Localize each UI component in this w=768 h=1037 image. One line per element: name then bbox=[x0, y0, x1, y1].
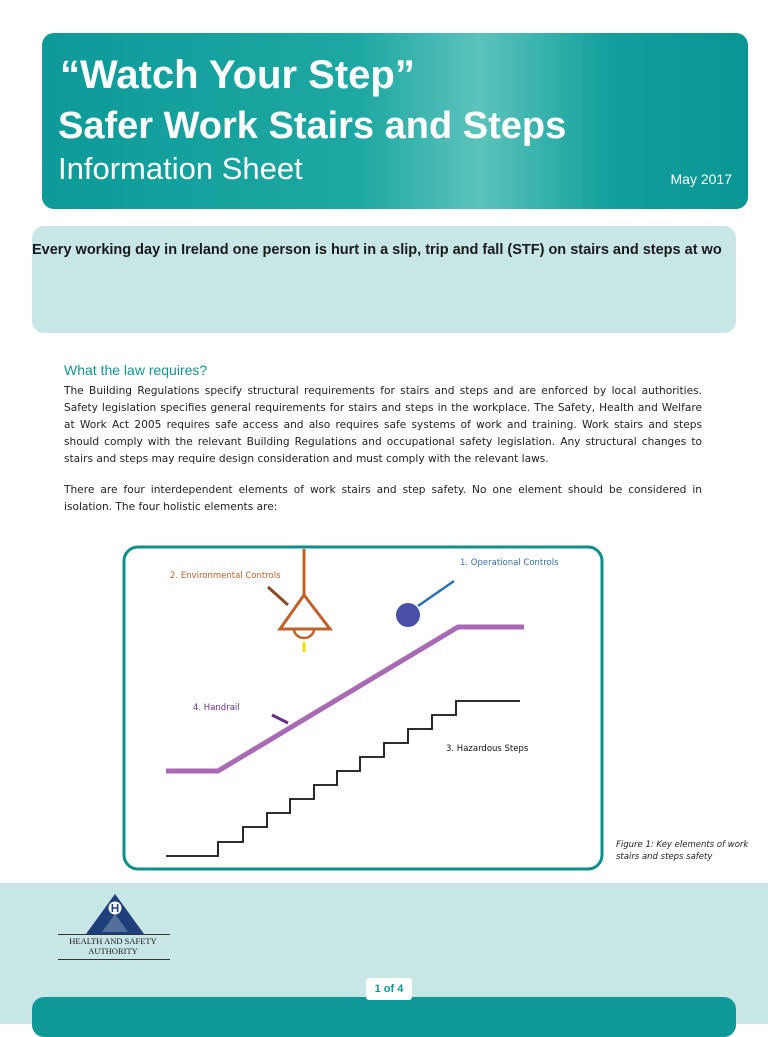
operational-pointer bbox=[418, 581, 454, 606]
operational-dot-icon bbox=[396, 603, 420, 627]
title-line-1: “Watch Your Step” bbox=[60, 53, 415, 97]
label-hazardous-steps: 3. Hazardous Steps bbox=[446, 744, 529, 754]
handrail-pointer bbox=[272, 715, 288, 723]
page-indicator: 1 of 4 bbox=[366, 978, 412, 1000]
publication-date: May 2017 bbox=[670, 171, 732, 187]
label-operational-controls: 1. Operational Controls bbox=[460, 558, 559, 568]
title-line-2: Safer Work Stairs and Steps bbox=[58, 105, 567, 147]
bottom-accent-bar bbox=[32, 997, 736, 1037]
logo-rule-bottom bbox=[58, 959, 170, 960]
title-line-3: Information Sheet bbox=[58, 151, 303, 186]
label-handrail: 4. Handrail bbox=[193, 703, 240, 713]
lamp-shade-icon bbox=[280, 595, 330, 629]
figure-caption: Figure 1: Key elements of work stairs and steps safety bbox=[616, 840, 749, 862]
logo-wordmark bbox=[56, 936, 170, 956]
section-heading-law: What the law requires? bbox=[64, 362, 208, 378]
key-elements-figure bbox=[122, 545, 604, 871]
intro-text: Every working day in Ireland one person is hurt in a slip, trip and fall (STF) on stairs and steps at wo bbox=[32, 242, 722, 258]
stairs-outline bbox=[166, 701, 520, 856]
logo-text-line-1: HEALTH AND SAFETY bbox=[69, 936, 157, 946]
law-paragraph-1: The Building Regulations specify structural requirements for stairs and steps and are enforced by local authorities. Safety legislation specifies general requirements for stairs and steps in the workplace. The Safety, Health and Welfare at Work Act 2005 requires safe access and also requires safe systems of work and training. Work stairs and steps should comply with the relevant Building Regulations and occupational safety legislation. Any structural changes to stairs and steps may require design consideration and must comply with the relevant laws. bbox=[64, 385, 702, 465]
environmental-pointer bbox=[268, 587, 288, 605]
header-banner bbox=[42, 33, 748, 209]
logo-text-line-2: AUTHORITY bbox=[88, 946, 138, 956]
label-environmental-controls: 2. Environmental Controls bbox=[170, 571, 281, 581]
law-paragraph-2: There are four interdependent elements of work stairs and step safety. No one element should be considered in isolation. The four holistic elements are: bbox=[64, 484, 702, 513]
logo-rule-top bbox=[58, 934, 170, 935]
intro-box bbox=[32, 226, 736, 333]
